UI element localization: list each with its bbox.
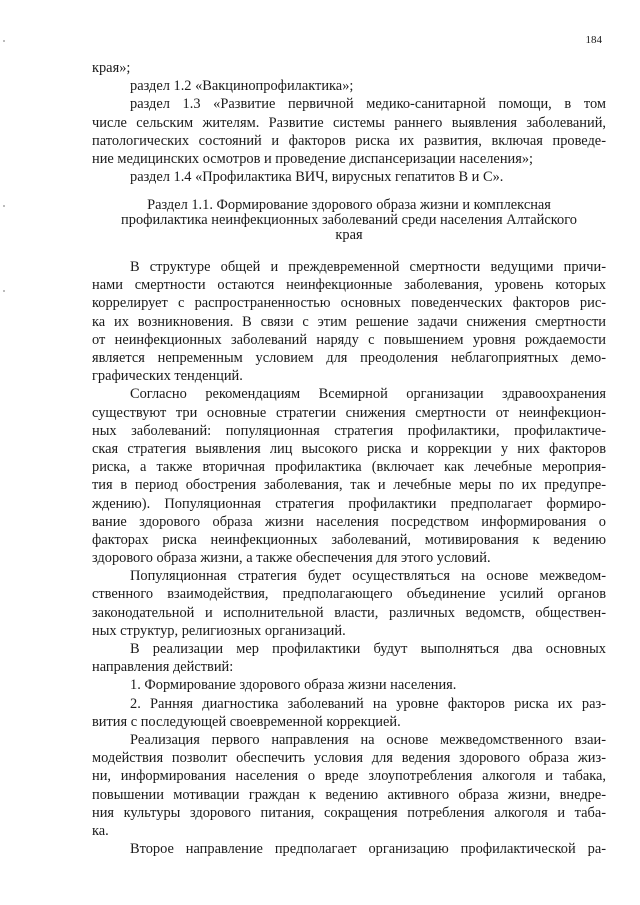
body-line: ждению). Популяционная стратегия профилактики предполагает формиро- (92, 495, 606, 512)
body-line: направления действий: (92, 659, 234, 676)
body-line: риска, а также вторичная профилактика (включает как лечебные мероприя- (92, 459, 606, 476)
body-line: ка их возникновения. В связи с этим решение задачи снижения смертности (92, 313, 606, 330)
intro-list (92, 59, 606, 186)
intro-line: края»; (92, 60, 131, 76)
document-body (92, 59, 606, 858)
intro-line: раздел 1.3 «Развитие первичной медико-санитарной помощи, в том (130, 96, 606, 113)
body-line: ка. (92, 822, 109, 839)
body-line: Популяционная стратегия будет осуществляться на основе межведом- (130, 568, 606, 585)
body-line: от неинфекционных заболеваний наряду с повышением уровня рождаемости (92, 331, 606, 348)
intro-line: раздел 1.2 «Вакцинопрофилактика»; (130, 78, 354, 95)
section-text (92, 258, 606, 858)
scan-mark (3, 290, 5, 292)
page-number: 184 (585, 34, 602, 46)
body-line: Реализация первого направления на основе межведомственного взаи- (130, 731, 606, 748)
section-heading (92, 198, 606, 242)
body-line: графических тенденций. (92, 368, 243, 385)
intro-line: раздел 1.4 «Профилактика ВИЧ, вирусных гепатитов В и С». (130, 169, 504, 186)
body-line: ных заболеваний: популяционная стратегия профилактики, профилактиче- (92, 422, 606, 439)
body-line: ни, информирования населения о вреде злоупотребления алкоголя и табака, (92, 768, 606, 785)
intro-line: числе сельским жителям. Развитие системы раннего выявления заболеваний, (92, 114, 606, 131)
body-line: ных структур, религиозных организаций. (92, 622, 346, 639)
body-line: В реализации мер профилактики будут выполняться два основных (130, 641, 606, 658)
section-heading-line: края (335, 226, 363, 243)
intro-line: ние медицинских осмотров и проведение диспансеризации населения»; (92, 150, 534, 167)
body-line: модействия позволит обеспечить условия для ведения здорового образа жиз- (92, 750, 606, 767)
body-line: В структуре общей и преждевременной смертности ведущими причи- (130, 259, 606, 276)
body-line: вития с последующей своевременной коррекцией. (92, 713, 401, 730)
section-heading-line: Раздел 1.1. Формирование здорового образа жизни и комплексная (147, 197, 551, 214)
scan-mark (3, 205, 5, 207)
body-line: ская стратегия выявления лиц высокого риска и коррекции у них факторов (92, 440, 606, 457)
scan-mark (3, 40, 5, 42)
body-line: нами смертности остаются неинфекционные заболевания, уровень которых (92, 277, 606, 294)
body-line: повышении мотивации граждан к ведению активного образа жизни, внедре- (92, 786, 606, 803)
body-line: факторах риска неинфекционных заболеваний, мотивирования к ведению (92, 531, 606, 548)
body-line: 2. Ранняя диагностика заболеваний на уровне факторов риска их раз- (130, 695, 606, 712)
body-line: ственного взаимодействия, предполагающего объединение усилий органов (92, 586, 606, 603)
body-line: Второе направление предполагает организацию профилактической ра- (130, 841, 606, 858)
body-line: тия в период обострения заболевания, так и лечебные меры по их предупре- (92, 477, 606, 494)
body-line: ния культуры здорового питания, сокращения потребления алкоголя и таба- (92, 804, 606, 821)
body-line: Согласно рекомендациям Всемирной организации здравоохранения (130, 386, 606, 403)
body-line: является непременным условием для преодоления неблагоприятных демо- (92, 350, 606, 367)
body-line: законодательной и исполнительной власти, различных ведомств, обществен- (92, 604, 606, 621)
section-heading-line: профилактика неинфекционных заболеваний среди населения Алтайского (121, 211, 577, 228)
body-line: вание здорового образа жизни населения посредством информирования о (92, 513, 606, 530)
body-line: 1. Формирование здорового образа жизни населения. (130, 677, 457, 694)
body-line: здорового образа жизни, а также обеспечения для этого условий. (92, 550, 491, 567)
intro-line: патологических состояний и факторов риска их развития, включая проведе- (92, 132, 606, 149)
body-line: коррелирует с распространенностью основных поведенческих факторов рис- (92, 295, 606, 312)
body-line: существуют три основные стратегии снижения смертности от неинфекцион- (92, 404, 606, 421)
